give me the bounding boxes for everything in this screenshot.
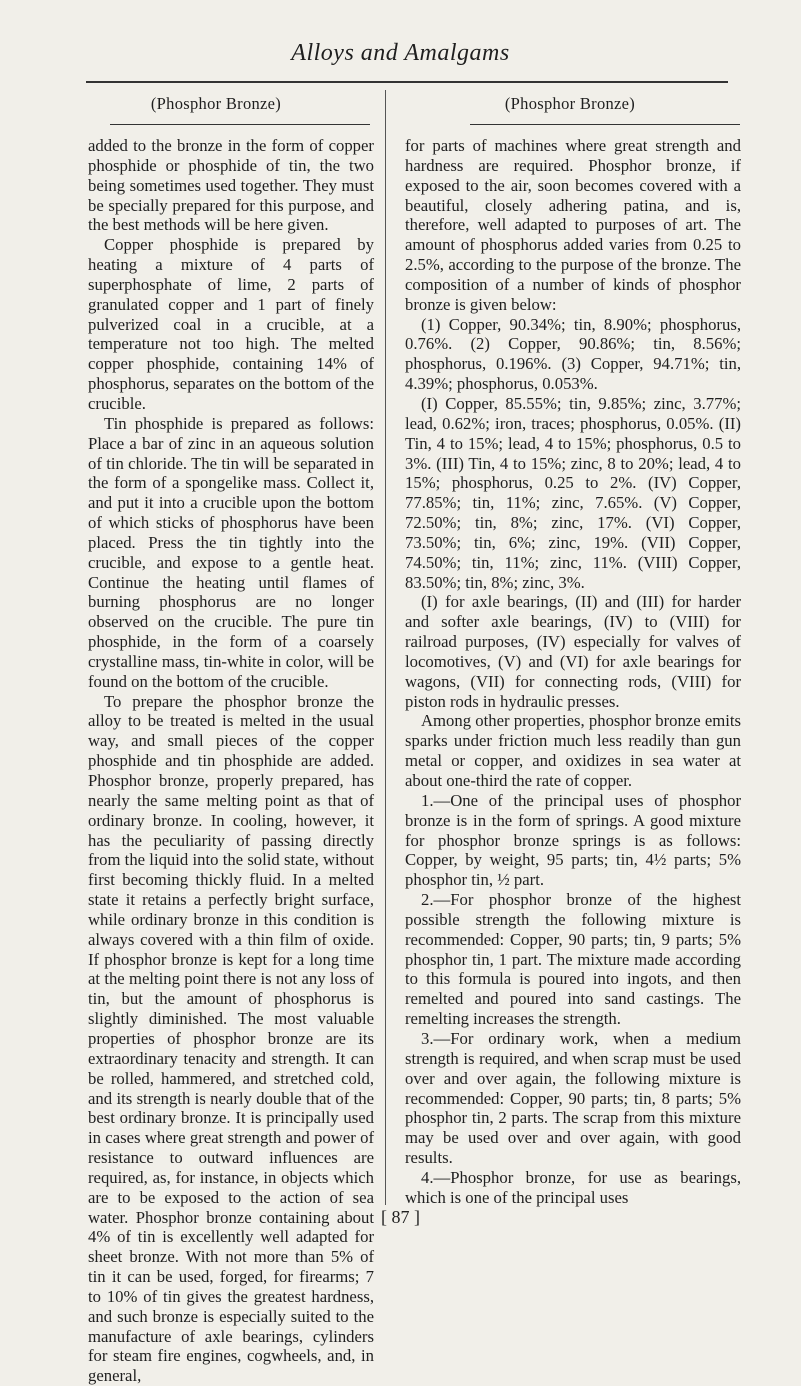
page-number: [ 87 ]: [381, 1207, 420, 1227]
paragraph: 2.—For phosphor bronze of the highest possible strength the following mixture is recommended: Copper, 90 parts; tin, 9 parts; 5% phosphor tin, 1 part. The mixture made according to this formula is poured into ingots, and then remelted and poured into sand castings. The remelting increases the strength.: [405, 890, 741, 1029]
paragraph: (I) Copper, 85.55%; tin, 9.85%; zinc, 3.77%; lead, 0.62%; iron, traces; phosphorus, 0.05%. (II) Tin, 4 to 15%; lead, 4 to 15%; phosphorus, 0.5 to 3%. (III) Tin, 4 to 15%; zinc, 8 to 20%; lead, 4 to 15%; phosphorus, 0.25 to 2%. (IV) Copper, 77.85%; tin, 11%; zinc, 7.65%. (V) Copper, 72.50%; tin, 8%; zinc, 17%. (VI) Copper, 73.50%; tin, 6%; zinc, 19%. (VII) Copper, 74.50%; tin, 11%; zinc, 11%. (VIII) Copper, 83.50%; tin, 8%; zinc, 3%.: [405, 393, 741, 592]
paragraph: added to the bronze in the form of copper phosphide or phosphide of tin, the two being sometimes used together. They must be specially prepared for this purpose, and the best methods will be here given.: [88, 136, 374, 235]
right-column-heading: (Phosphor Bronze): [504, 94, 636, 113]
right-column: [405, 136, 741, 1208]
paragraph: (I) for axle bearings, (II) and (III) for harder and softer axle bearings, (IV) to (VIII) for railroad purposes, (IV) especially for valves of locomotives, (V) and (VI) for axle bearings for wagons, (VII) for connecting rods, (VIII) for piston rods in hydraulic presses.: [405, 592, 741, 711]
running-head: Alloys and Amalgams: [291, 40, 510, 66]
right-heading-rule: [470, 124, 740, 125]
paragraph: To prepare the phosphor bronze the alloy to be treated is melted in the usual way, and small pieces of the copper phosphide and tin phosphide are added. Phosphor bronze, properly prepared, has nearly the same melting point as that of ordinary bronze. In cooling, however, it has the peculiarity of passing directly from the liquid into the solid state, without first becoming thickly fluid. In a melted state it retains a perfectly bright surface, while ordinary bronze in this condition is always covered with a thin film of oxide. If phosphor bronze is kept for a long time at the melting point there is not any loss of tin, but the amount of phosphorus is slightly diminished. The most valuable properties of phosphor bronze are its extraordinary tenacity and strength. It can be rolled, hammered, and stretched cold, and its strength is nearly double that of the best ordinary bronze. It is principally used in cases where great strength and power of resistance to outward influences are required, as, for instance, in objects which are to be exposed to the action of sea water. Phosphor bronze containing about 4% of tin is excellently well adapted for sheet bronze. With not more than 5% of tin it can be used, forged, for firearms; 7 to 10% of tin gives the greatest hardness, and such bronze is especially suited to the manufacture of axle bearings, cylinders for steam fire engines, cogwheels, and, in general,: [88, 691, 374, 1386]
paragraph: 1.—One of the principal uses of phosphor bronze is in the form of springs. A good mixture for phosphor bronze springs is as follows: Copper, by weight, 95 parts; tin, 4½ parts; 5% phosphor tin, ½ part.: [405, 790, 741, 890]
paragraph: for parts of machines where great strength and hardness are required. Phosphor bronze, if exposed to the air, soon becomes covered with a beautiful, closely adhering patina, and is, therefore, well adapted to purposes of art. The amount of phosphorus added varies from 0.25 to 2.5%, according to the purpose of the bronze. The composition of a number of kinds of phosphor bronze is given below:: [405, 136, 741, 314]
header-rule: [86, 81, 728, 83]
left-heading-rule: [110, 124, 370, 125]
paragraph: Among other properties, phosphor bronze emits sparks under friction much less readily than gun metal or copper, and oxidizes in sea water at about one-third the rate of copper.: [405, 711, 741, 790]
paragraph: 3.—For ordinary work, when a medium strength is required, and when scrap must be used over and over again, the following mixture is recommended: Copper, 90 parts; tin, 8 parts; 5% phosphor tin, 2 parts. The scrap from this mixture may be used over and over again, with good results.: [405, 1028, 741, 1168]
left-column-heading: (Phosphor Bronze): [150, 94, 282, 113]
paragraph: (1) Copper, 90.34%; tin, 8.90%; phosphorus, 0.76%. (2) Copper, 90.86%; tin, 8.56%; phosphorus, 0.196%. (3) Copper, 94.71%; tin, 4.39%; phosphorus, 0.053%.: [405, 314, 741, 394]
paragraph: 4.—Phosphor bronze, for use as bearings, which is one of the principal uses: [405, 1167, 741, 1207]
paragraph: Copper phosphide is prepared by heating a mixture of 4 parts of superphosphate of lime, 2 parts of granulated copper and 1 part of finely pulverized coal in a crucible, at a temperature not too high. The melted copper phosphide, containing 14% of phosphorus, separates on the bottom of the crucible.: [88, 235, 374, 413]
paragraph: Tin phosphide is prepared as follows: Place a bar of zinc in an aqueous solution of tin chloride. The tin will be separated in the form of a spongelike mass. Collect it, and put it into a crucible upon the bottom of which sticks of phosphorus have been placed. Press the tin tightly into the crucible, and expose to a gentle heat. Continue the heating until flames of burning phosphorus are no longer observed on the crucible. The pure tin phosphide, in the form of a coarsely crystalline mass, tin-white in color, will be found on the bottom of the crucible.: [88, 413, 374, 691]
left-column: [88, 136, 374, 1386]
column-divider: [385, 90, 386, 1205]
